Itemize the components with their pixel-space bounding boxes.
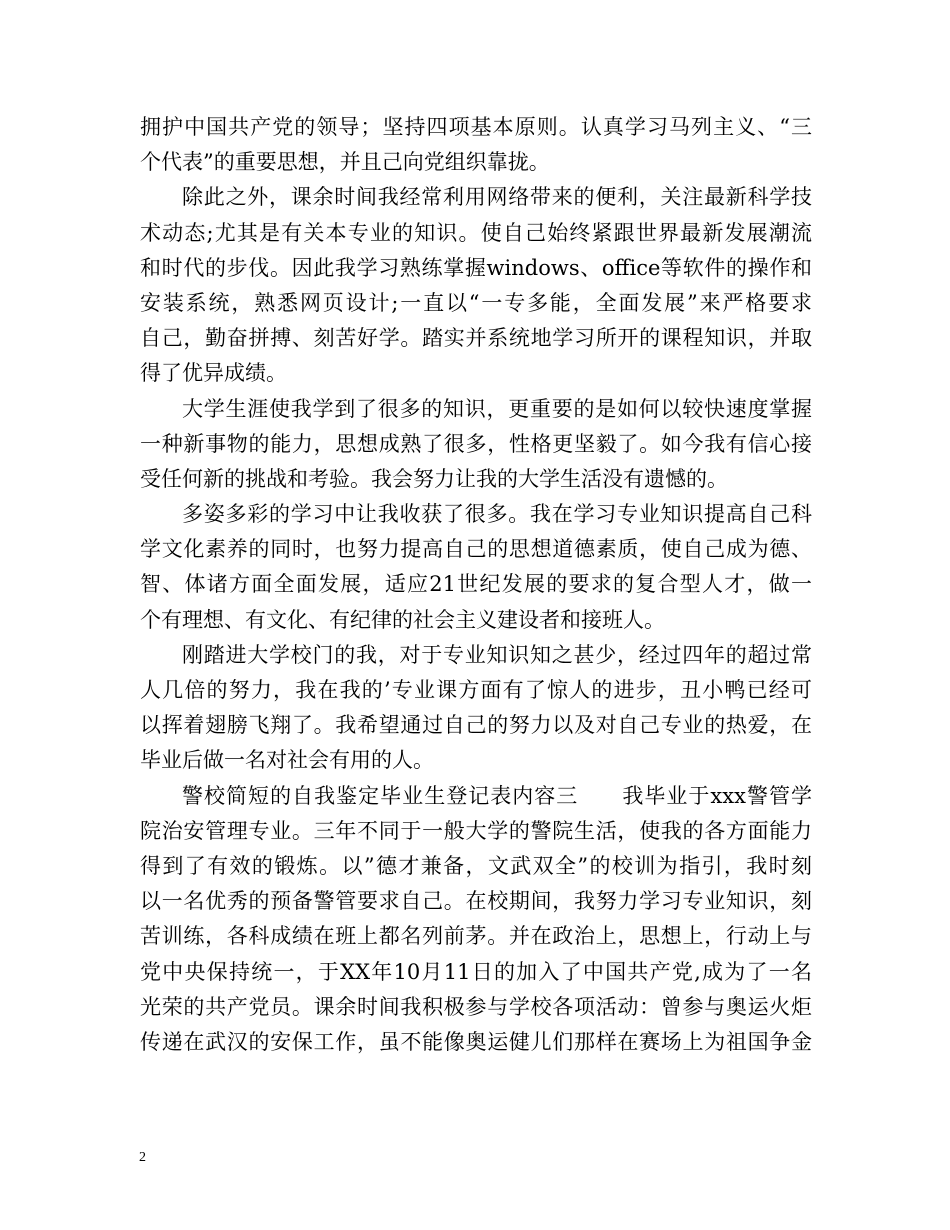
text-line: 警校简短的自我鉴定毕业生登记表内容三 我毕业于xxx警管学 <box>182 783 812 808</box>
text-line: 得了优异成绩。 <box>140 361 287 386</box>
text-line: 术动态;尤其是有关本专业的知识。使自己始终紧跟世界最新发展潮流 <box>140 220 812 245</box>
text-line: 受任何新的挑战和考验。我会努力让我的大学生活没有遗憾的。 <box>140 466 728 491</box>
text-line: 得到了有效的锻炼。以”德才兼备，文武双全”的校训为指引，我时刻 <box>140 853 812 878</box>
text-line: 大学生涯使我学到了很多的知识，更重要的是如何以较快速度掌握 <box>182 396 812 421</box>
text-line: 个代表”的重要思想，并且己向党组织靠拢。 <box>140 150 550 175</box>
text-line: 拥护中国共产党的领导；坚持四项基本原则。认真学习马列主义、“三 <box>140 115 812 139</box>
text-line: 刚踏进大学校门的我，对于专业知识知之甚少，经过四年的超过常 <box>182 642 812 667</box>
page-number: 2 <box>139 1150 146 1165</box>
text-line: 党中央保持统一，于XX年10月11日的加入了中国共产党,成为了一名 <box>140 959 812 984</box>
text-line: 以挥着翅膀飞翔了。我希望通过自己的努力以及对自己专业的热爱，在 <box>140 713 812 738</box>
text-line: 自己，勤奋拼搏、刻苦好学。踏实并系统地学习所开的课程知识，并取 <box>140 326 812 351</box>
text-line: 学文化素养的同时，也努力提高自己的思想道德素质，使自己成为德、 <box>140 537 812 562</box>
text-line: 苦训练，各科成绩在班上都名列前茅。并在政治上，思想上，行动上与 <box>140 924 812 949</box>
body-text <box>140 110 812 1060</box>
text-line: 院治安管理专业。三年不同于一般大学的警院生活，使我的各方面能力 <box>140 818 812 843</box>
text-line: 安装系统，熟悉网页设计;一直以“一专多能，全面发展”来严格要求 <box>140 290 812 315</box>
text-line: 除此之外，课余时间我经常利用网络带来的便利，关注最新科学技 <box>182 185 812 210</box>
text-line: 光荣的共产党员。课余时间我积极参与学校各项活动：曾参与奥运火炬 <box>140 994 812 1019</box>
text-line: 和时代的步伐。因此我学习熟练掌握windows、office等软件的操作和 <box>140 255 812 280</box>
text-line: 以一名优秀的预备警管要求自己。在校期间，我努力学习专业知识，刻 <box>140 889 812 914</box>
text-line: 多姿多彩的学习中让我收获了很多。我在学习专业知识提高自己科 <box>182 502 812 527</box>
text-line: 个有理想、有文化、有纪律的社会主义建设者和接班人。 <box>140 607 665 632</box>
text-line: 一种新事物的能力，思想成熟了很多，性格更坚毅了。如今我有信心接 <box>140 431 812 456</box>
text-line: 人几倍的努力，我在我的’专业课方面有了惊人的进步，丑小鸭已经可 <box>140 678 812 702</box>
text-line: 传递在武汉的安保工作，虽不能像奥运健儿们那样在赛场上为祖国争金 <box>140 1029 812 1054</box>
text-line: 毕业后做一名对社会有用的人。 <box>140 748 434 773</box>
text-line: 智、体诸方面全面发展，适应21世纪发展的要求的复合型人才，做一 <box>140 572 812 597</box>
